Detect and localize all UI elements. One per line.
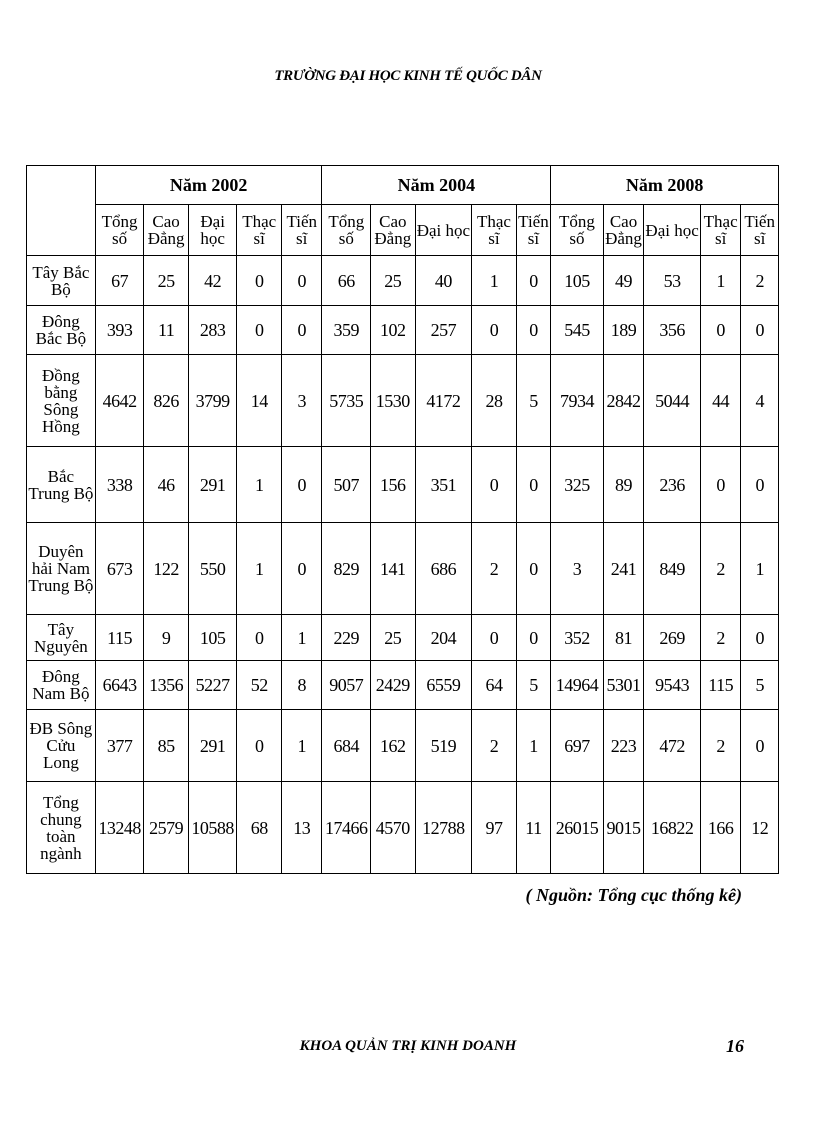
value-cell: 17466 bbox=[322, 782, 371, 874]
value-cell: 4642 bbox=[95, 355, 144, 447]
value-cell: 359 bbox=[322, 306, 371, 355]
value-cell: 11 bbox=[144, 306, 189, 355]
value-cell: 5044 bbox=[644, 355, 701, 447]
value-cell: 102 bbox=[371, 306, 416, 355]
value-cell: 826 bbox=[144, 355, 189, 447]
sub-header: Tổng số bbox=[322, 205, 371, 256]
value-cell: 1 bbox=[237, 447, 282, 523]
table-row bbox=[27, 710, 779, 782]
sub-header-row bbox=[27, 205, 779, 256]
statistics-table bbox=[26, 165, 779, 874]
region-cell: Tây Nguyên bbox=[27, 615, 96, 661]
value-cell: 141 bbox=[371, 523, 416, 615]
value-cell: 81 bbox=[603, 615, 643, 661]
value-cell: 0 bbox=[281, 523, 322, 615]
value-cell: 1356 bbox=[144, 661, 189, 710]
page-header-title: TRƯỜNG ĐẠI HỌC KINH TẾ QUỐC DÂN bbox=[274, 68, 542, 84]
value-cell: 241 bbox=[603, 523, 643, 615]
value-cell: 10588 bbox=[188, 782, 237, 874]
value-cell: 269 bbox=[644, 615, 701, 661]
value-cell: 7934 bbox=[551, 355, 604, 447]
value-cell: 0 bbox=[741, 710, 779, 782]
region-cell: Bắc Trung Bộ bbox=[27, 447, 96, 523]
value-cell: 26015 bbox=[551, 782, 604, 874]
value-cell: 44 bbox=[700, 355, 740, 447]
sub-header: Thạc sĩ bbox=[472, 205, 517, 256]
value-cell: 49 bbox=[603, 256, 643, 306]
value-cell: 25 bbox=[371, 256, 416, 306]
table-row bbox=[27, 782, 779, 874]
value-cell: 3799 bbox=[188, 355, 237, 447]
value-cell: 67 bbox=[95, 256, 144, 306]
value-cell: 519 bbox=[415, 710, 472, 782]
value-cell: 42 bbox=[188, 256, 237, 306]
value-cell: 4 bbox=[741, 355, 779, 447]
value-cell: 0 bbox=[700, 306, 740, 355]
corner-cell bbox=[27, 166, 96, 256]
value-cell: 40 bbox=[415, 256, 472, 306]
value-cell: 686 bbox=[415, 523, 472, 615]
value-cell: 68 bbox=[237, 782, 282, 874]
value-cell: 0 bbox=[237, 615, 282, 661]
value-cell: 0 bbox=[281, 447, 322, 523]
table-row bbox=[27, 306, 779, 355]
value-cell: 189 bbox=[603, 306, 643, 355]
sub-header: Tổng số bbox=[551, 205, 604, 256]
value-cell: 9057 bbox=[322, 661, 371, 710]
value-cell: 2 bbox=[700, 523, 740, 615]
value-cell: 1530 bbox=[371, 355, 416, 447]
page-number: 16 bbox=[726, 1036, 744, 1056]
value-cell: 393 bbox=[95, 306, 144, 355]
value-cell: 46 bbox=[144, 447, 189, 523]
value-cell: 53 bbox=[644, 256, 701, 306]
value-cell: 28 bbox=[472, 355, 517, 447]
sub-header: Đại học bbox=[415, 205, 472, 256]
value-cell: 2 bbox=[472, 523, 517, 615]
table-row bbox=[27, 615, 779, 661]
sub-header: Đại học bbox=[644, 205, 701, 256]
table-row bbox=[27, 355, 779, 447]
sub-header: Tiến sĩ bbox=[516, 205, 550, 256]
value-cell: 1 bbox=[700, 256, 740, 306]
year-header: Năm 2008 bbox=[551, 166, 779, 205]
value-cell: 0 bbox=[237, 256, 282, 306]
value-cell: 3 bbox=[551, 523, 604, 615]
value-cell: 25 bbox=[144, 256, 189, 306]
value-cell: 545 bbox=[551, 306, 604, 355]
value-cell: 115 bbox=[700, 661, 740, 710]
value-cell: 0 bbox=[700, 447, 740, 523]
value-cell: 684 bbox=[322, 710, 371, 782]
value-cell: 0 bbox=[472, 447, 517, 523]
value-cell: 377 bbox=[95, 710, 144, 782]
value-cell: 105 bbox=[551, 256, 604, 306]
value-cell: 325 bbox=[551, 447, 604, 523]
value-cell: 1 bbox=[281, 615, 322, 661]
source-note: ( Nguồn: Tổng cục thống kê) bbox=[525, 885, 742, 905]
value-cell: 52 bbox=[237, 661, 282, 710]
table-row bbox=[27, 447, 779, 523]
region-cell: Duyên hải Nam Trung Bộ bbox=[27, 523, 96, 615]
value-cell: 291 bbox=[188, 447, 237, 523]
value-cell: 352 bbox=[551, 615, 604, 661]
table-row bbox=[27, 661, 779, 710]
value-cell: 5 bbox=[516, 355, 550, 447]
value-cell: 2 bbox=[700, 615, 740, 661]
value-cell: 472 bbox=[644, 710, 701, 782]
value-cell: 0 bbox=[281, 306, 322, 355]
value-cell: 105 bbox=[188, 615, 237, 661]
sub-header: Thạc sĩ bbox=[700, 205, 740, 256]
value-cell: 16822 bbox=[644, 782, 701, 874]
region-cell: Tổng chung toàn ngành bbox=[27, 782, 96, 874]
value-cell: 64 bbox=[472, 661, 517, 710]
value-cell: 13 bbox=[281, 782, 322, 874]
sub-header: Tiến sĩ bbox=[741, 205, 779, 256]
value-cell: 673 bbox=[95, 523, 144, 615]
value-cell: 849 bbox=[644, 523, 701, 615]
region-cell: Đồng bằng Sông Hồng bbox=[27, 355, 96, 447]
region-cell: Đông Bắc Bộ bbox=[27, 306, 96, 355]
value-cell: 162 bbox=[371, 710, 416, 782]
value-cell: 14 bbox=[237, 355, 282, 447]
region-cell: ĐB Sông Cửu Long bbox=[27, 710, 96, 782]
value-cell: 507 bbox=[322, 447, 371, 523]
value-cell: 829 bbox=[322, 523, 371, 615]
value-cell: 66 bbox=[322, 256, 371, 306]
sub-header: Tiến sĩ bbox=[281, 205, 322, 256]
value-cell: 351 bbox=[415, 447, 472, 523]
value-cell: 338 bbox=[95, 447, 144, 523]
value-cell: 2 bbox=[700, 710, 740, 782]
sub-header: Tổng số bbox=[95, 205, 144, 256]
value-cell: 5301 bbox=[603, 661, 643, 710]
value-cell: 697 bbox=[551, 710, 604, 782]
value-cell: 283 bbox=[188, 306, 237, 355]
table-row bbox=[27, 256, 779, 306]
value-cell: 9 bbox=[144, 615, 189, 661]
sub-header: Đại học bbox=[188, 205, 237, 256]
value-cell: 0 bbox=[472, 306, 517, 355]
value-cell: 9015 bbox=[603, 782, 643, 874]
value-cell: 356 bbox=[644, 306, 701, 355]
year-header: Năm 2004 bbox=[322, 166, 551, 205]
value-cell: 3 bbox=[281, 355, 322, 447]
value-cell: 12 bbox=[741, 782, 779, 874]
footer-department: KHOA QUẢN TRỊ KINH DOANH bbox=[299, 1038, 517, 1054]
value-cell: 2429 bbox=[371, 661, 416, 710]
value-cell: 0 bbox=[281, 256, 322, 306]
value-cell: 5227 bbox=[188, 661, 237, 710]
value-cell: 89 bbox=[603, 447, 643, 523]
value-cell: 2 bbox=[741, 256, 779, 306]
value-cell: 6559 bbox=[415, 661, 472, 710]
value-cell: 550 bbox=[188, 523, 237, 615]
value-cell: 12788 bbox=[415, 782, 472, 874]
value-cell: 291 bbox=[188, 710, 237, 782]
value-cell: 156 bbox=[371, 447, 416, 523]
value-cell: 13248 bbox=[95, 782, 144, 874]
value-cell: 1 bbox=[472, 256, 517, 306]
value-cell: 257 bbox=[415, 306, 472, 355]
region-cell: Đông Nam Bộ bbox=[27, 661, 96, 710]
value-cell: 0 bbox=[516, 256, 550, 306]
region-cell: Tây Bắc Bộ bbox=[27, 256, 96, 306]
value-cell: 204 bbox=[415, 615, 472, 661]
sub-header: Cao Đẳng bbox=[371, 205, 416, 256]
value-cell: 14964 bbox=[551, 661, 604, 710]
value-cell: 0 bbox=[237, 710, 282, 782]
table-row bbox=[27, 523, 779, 615]
value-cell: 236 bbox=[644, 447, 701, 523]
value-cell: 4570 bbox=[371, 782, 416, 874]
value-cell: 5735 bbox=[322, 355, 371, 447]
year-header: Năm 2002 bbox=[95, 166, 322, 205]
sub-header: Cao Đẳng bbox=[144, 205, 189, 256]
value-cell: 0 bbox=[516, 523, 550, 615]
value-cell: 0 bbox=[741, 306, 779, 355]
value-cell: 229 bbox=[322, 615, 371, 661]
value-cell: 223 bbox=[603, 710, 643, 782]
value-cell: 85 bbox=[144, 710, 189, 782]
value-cell: 0 bbox=[237, 306, 282, 355]
year-header-row bbox=[27, 166, 779, 205]
value-cell: 5 bbox=[516, 661, 550, 710]
value-cell: 1 bbox=[741, 523, 779, 615]
value-cell: 6643 bbox=[95, 661, 144, 710]
value-cell: 4172 bbox=[415, 355, 472, 447]
value-cell: 97 bbox=[472, 782, 517, 874]
value-cell: 1 bbox=[237, 523, 282, 615]
value-cell: 8 bbox=[281, 661, 322, 710]
value-cell: 0 bbox=[472, 615, 517, 661]
value-cell: 0 bbox=[516, 447, 550, 523]
value-cell: 0 bbox=[516, 615, 550, 661]
value-cell: 0 bbox=[741, 615, 779, 661]
value-cell: 9543 bbox=[644, 661, 701, 710]
value-cell: 0 bbox=[741, 447, 779, 523]
value-cell: 1 bbox=[516, 710, 550, 782]
value-cell: 115 bbox=[95, 615, 144, 661]
value-cell: 25 bbox=[371, 615, 416, 661]
value-cell: 5 bbox=[741, 661, 779, 710]
value-cell: 0 bbox=[516, 306, 550, 355]
value-cell: 2 bbox=[472, 710, 517, 782]
sub-header: Cao Đẳng bbox=[603, 205, 643, 256]
value-cell: 11 bbox=[516, 782, 550, 874]
sub-header: Thạc sĩ bbox=[237, 205, 282, 256]
value-cell: 2842 bbox=[603, 355, 643, 447]
value-cell: 1 bbox=[281, 710, 322, 782]
value-cell: 122 bbox=[144, 523, 189, 615]
value-cell: 2579 bbox=[144, 782, 189, 874]
value-cell: 166 bbox=[700, 782, 740, 874]
